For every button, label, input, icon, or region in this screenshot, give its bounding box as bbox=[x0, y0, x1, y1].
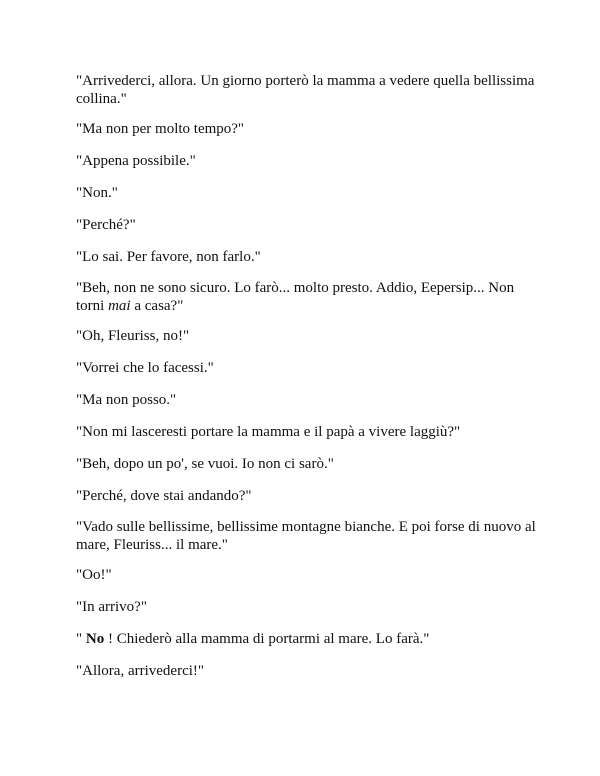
emphasized-text: mai bbox=[108, 298, 131, 314]
paragraph: "Vado sulle bellissime, bellissime montagne bianche. E poi forse di nuovo al mare, Fleuriss... il mare." bbox=[76, 519, 536, 553]
paragraph: "Arrivederci, allora. Un giorno porterò la mamma a vedere quella bellissima collina." bbox=[76, 73, 535, 107]
paragraph-text: a casa?" bbox=[130, 298, 184, 314]
paragraph: "Non." bbox=[76, 185, 118, 201]
paragraph: "Allora, arrivederci!" bbox=[76, 663, 205, 679]
paragraph: "Oo!" bbox=[76, 567, 112, 583]
paragraph: "Ma non per molto tempo?" bbox=[76, 121, 245, 137]
paragraph: "In arrivo?" bbox=[76, 599, 147, 615]
paragraph: "Oh, Fleuriss, no!" bbox=[76, 328, 190, 344]
paragraph-text: " bbox=[76, 631, 86, 647]
paragraph: "Vorrei che lo facessi." bbox=[76, 360, 214, 376]
paragraph bbox=[76, 630, 536, 648]
paragraph: "Perché?" bbox=[76, 217, 136, 233]
paragraph-text: "Beh, non ne sono sicuro. Lo farò... molto presto. Addio, Eepersip... Non torni bbox=[76, 280, 515, 314]
paragraph: "Ma non posso." bbox=[76, 392, 177, 408]
paragraph-text: ! Chiederò alla mamma di portarmi al mare. Lo farà." bbox=[104, 631, 430, 647]
bold-text: No bbox=[85, 631, 105, 647]
paragraph: "Beh, dopo un po', se vuoi. Io non ci sarò." bbox=[76, 456, 334, 472]
paragraph: "Perché, dove stai andando?" bbox=[76, 488, 252, 504]
paragraph: "Appena possibile." bbox=[76, 153, 196, 169]
paragraph bbox=[76, 279, 536, 315]
paragraph: "Non mi lasceresti portare la mamma e il papà a vivere laggiù?" bbox=[76, 424, 461, 440]
paragraph: "Lo sai. Per favore, non farlo." bbox=[76, 249, 261, 265]
